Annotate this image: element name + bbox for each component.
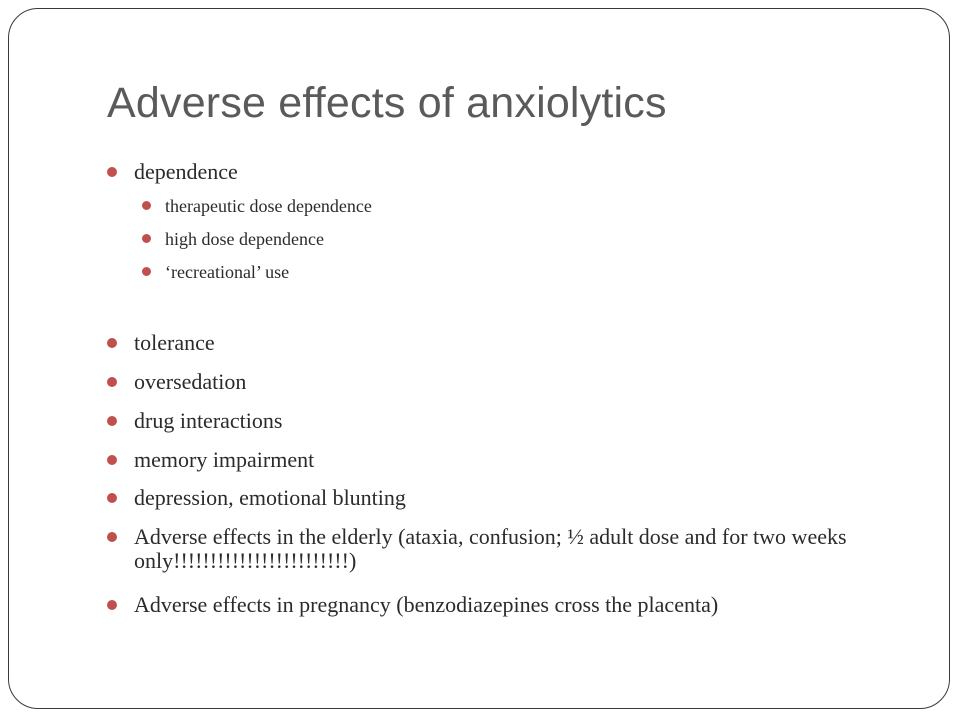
bullet-text: Adverse effects in pregnancy (benzodiazepines cross the placenta) [134,592,719,617]
bullet-text: Adverse effects in the elderly (ataxia, confusion; ½ adult dose and for two weeks only!!!!!!!!!!!!!!!!!!!!!!!!) [134,524,847,573]
bullet-item [134,525,904,573]
bullet-marker-icon [107,338,117,348]
sub-bullet-item [165,196,865,216]
bullet-marker-icon [107,167,117,177]
slide-title: Adverse effects of anxiolytics [107,79,667,127]
bullet-text: oversedation [134,369,247,394]
bullet-text: depression, emotional blunting [134,485,406,510]
bullet-item [134,409,904,433]
bullet-text: memory impairment [134,447,315,472]
bullet-item [134,331,904,355]
sub-bullet-text: ‘recreational’ use [165,262,290,282]
bullet-marker-icon [107,416,117,426]
bullet-marker-icon [142,267,151,276]
sub-bullet-item [165,262,865,282]
bullet-item [134,370,904,394]
bullet-item [134,448,904,472]
sub-bullet-text: therapeutic dose dependence [165,196,372,216]
bullet-marker-icon [142,201,151,210]
bullet-item [134,486,904,510]
bullet-item [134,160,904,184]
bullet-text: tolerance [134,330,215,355]
bullet-marker-icon [107,455,117,465]
bullet-marker-icon [142,234,151,243]
bullet-text: drug interactions [134,408,283,433]
sub-bullet-text: high dose dependence [165,229,324,249]
bullet-item [134,593,904,617]
sub-bullet-item [165,229,865,249]
bullet-text: dependence [134,159,238,184]
bullet-marker-icon [107,532,117,542]
bullet-marker-icon [107,377,117,387]
bullet-marker-icon [107,493,117,503]
bullet-marker-icon [107,600,117,610]
